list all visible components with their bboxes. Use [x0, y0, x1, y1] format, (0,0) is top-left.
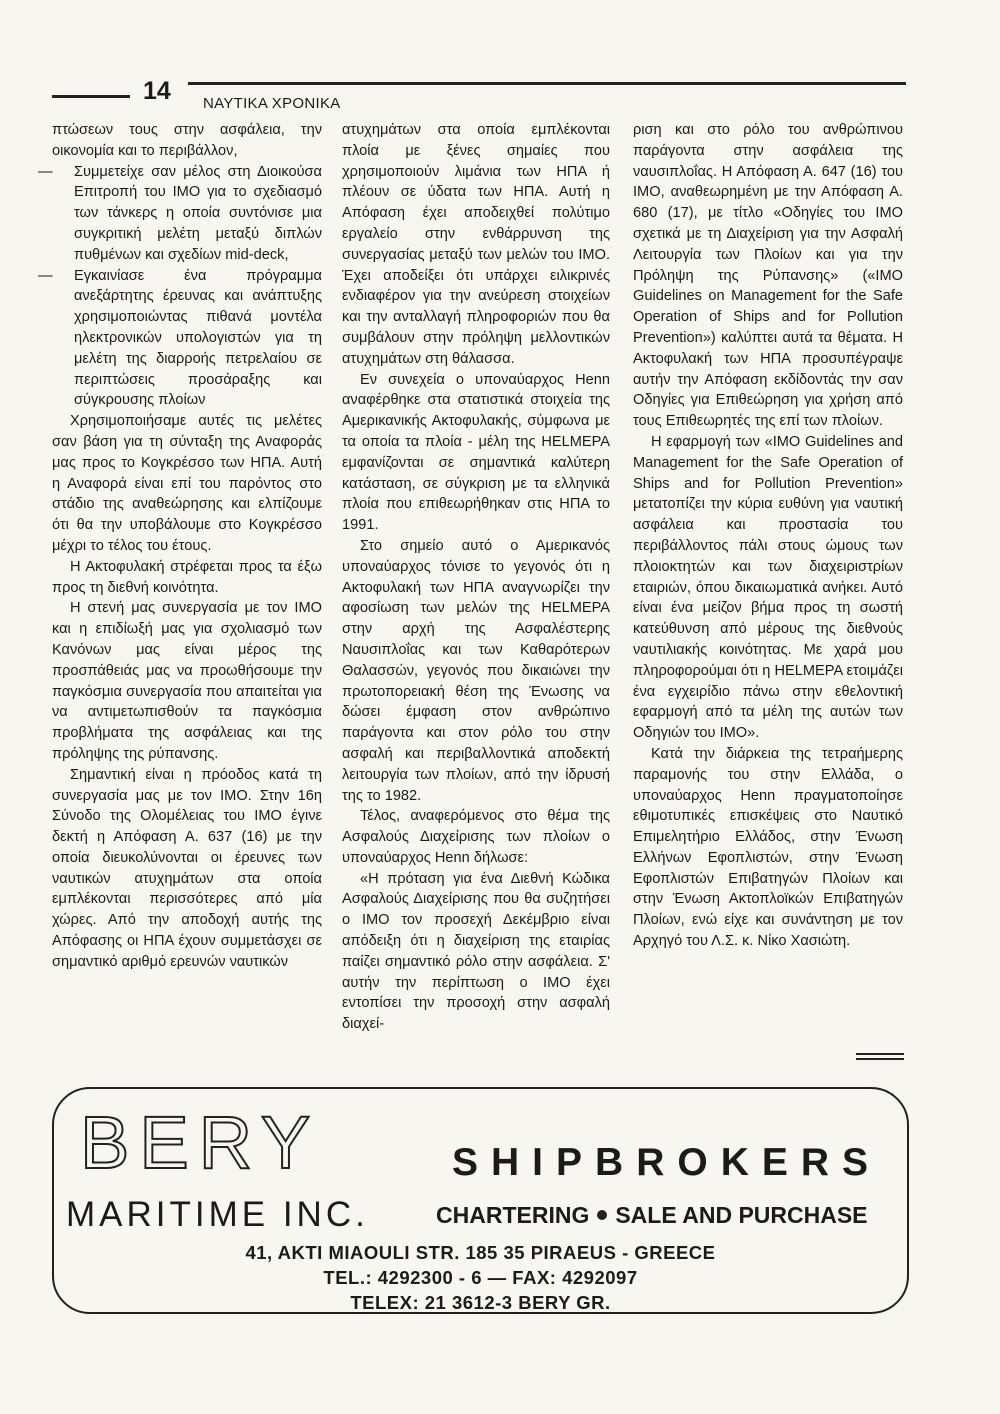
- bullet-separator: [597, 1210, 607, 1220]
- article-end-mark: [856, 1053, 904, 1055]
- address-line: 41, AKTI MIAOULI STR. 185 35 PIRAEUS - GREECE: [245, 1242, 716, 1263]
- article-paragraph: Η εφαρμογή των «ΙΜΟ Guidelines and Management for the Safe Operation of Ships and for Pollution Prevention» μετατοπίζει την κύρια ευθύνη για ναυτική ασφάλεια και προστασία του περιβάλλοντος πάλι στους ώμους των πλοιοκτητών και των διαχειριστρίων εταιριών, όπου δικαιωματικά ανήκει. Αυτό είναι ένα μείζον βήμα προς τη σωστή κατεύθυνση από μέρους της διεθνούς ναυτιλιακής κοινότητας. Με χαρά μου πληροφορούμαι ότι η HELMEPA ετοιμάζει ένα εγχειρίδιο πάνω στην εθελοντική εφαρμογή από τα μέλη της αυτών των Οδηγιών του ΙΜΟ».: [633, 433, 903, 742]
- article-paragraph: Η στενή μας συνεργασία με τον ΙΜΟ και η επιδίωξή μας για σχολιασμό των Κανόνων μας είναι μέρος της προσπάθειάς μας να προωθήσουμε την παγκόσμια συνεργασία που απαιτείται για να αντιμετωπισθούν τα παγκόσμια προβλήματα της ασφάλειας και της πρόληψης της ρύπανσης.: [52, 600, 322, 762]
- telex-line: TELEX: 21 3612-3 BERY GR.: [350, 1292, 611, 1313]
- company-name: MARITIME INC.: [66, 1195, 369, 1234]
- service-sale-purchase: SALE AND PURCHASE: [615, 1202, 868, 1228]
- phone-fax-line: TEL.: 4292300 - 6 — FAX: 4292097: [323, 1267, 638, 1288]
- article-paragraph: Εν συνεχεία ο υποναύαρχος Henn αναφέρθηκε στα στατιστικά στοιχεία της Αμερικανικής Ακτοφυλακής, σύμφωνα με τα οποία τα πλοία - μέλη της HELMEPA εμφανίζονται σε σημαντικά καλύτερη κατάσταση, σε σύγκριση με τα ελληνικά πλοία που επιθεωρήθηκαν στις ΗΠΑ το 1991.: [342, 371, 610, 534]
- article-paragraph: «Η πρόταση για ένα Διεθνή Κώδικα Ασφαλούς Διαχείρισης που θα συζητήσει ο ΙΜΟ τον προσεχή Δεκέμβριο είναι απόδειξη ότι η διαχείριση της εταιρίας παίζει σημαντικό ρόλο στην ασφάλεια. Σ' αυτήν την περίπτωση ο ΙΜΟ έχει εντοπίσει την προσοχή στην ασφαλή διαχεί-: [342, 870, 610, 1033]
- article-paragraph: πτώσεων τους στην ασφάλεια, την οικονομία και το περιβάλλον,: [52, 122, 322, 159]
- article-paragraph: Σημαντική είναι η πρόοδος κατά τη συνεργασία μας με τον ΙΜΟ. Στην 16η Σύνοδο της Ολομέλειας του ΙΜΟ έγινε δεκτή η Απόφαση Α. 637 (16) με την οποία διευκολύνονται οι έρευνες των ναυτικών ατυχημάτων στα οποία εμπλέκονται περισσότερες από μία χώρες. Από την αποδοχή αυτής της Απόφασης οι ΗΠΑ έχουν συμμετάσχει σε σημαντικό αριθμό ερευνών ναυτικών: [52, 766, 322, 970]
- article-column-3: [633, 120, 903, 952]
- bullet-paragraph: — Εγκαινίασε ένα πρόγραμμα ανεξάρτητης έρευνας και ανάπτυξης χρησιμοποιώντας πιθανά μοντέλα ηλεκτρονικών υπολογιστών για τη μελέτη της διαρροής πετρελαίου σε περιπτώσεις προσάραξης και σύγκρουσης πλοίων: [52, 266, 322, 412]
- bery-advertisement: [52, 1087, 909, 1314]
- article-end-mark: [856, 1058, 904, 1060]
- article-column-1: [52, 120, 322, 973]
- article-paragraph: Η Ακτοφυλακή στρέφεται προς τα έξω προς τη διεθνή κοινότητα.: [52, 558, 322, 596]
- magazine-title: ΝΑΥΤΙΚΑ ΧΡΟΝΙΚΑ: [203, 95, 341, 112]
- shipbrokers-tagline: SHIPBROKERS: [452, 1141, 882, 1184]
- article-paragraph: Στο σημείο αυτό ο Αμερικανός υποναύαρχος τόνισε το γεγονός ότι η Ακτοφυλακή των ΗΠΑ αναγνωρίζει την αφοσίωση των μελών της HELMEPA στην αρχή της Ασφαλέστερης Ναυσιπλοΐας και των Καθαρότερων Θαλασσών, γεγονός που δικαιώνει την πρωτοπορειακή θέση της Ένωσης να δώσει έμφαση στον ανθρώπινο παράγοντα και στον ρόλο του στην ασφαλή και περιβαλλοντικά αποδεκτή λειτουργία των πλοίων, από την ίδρυσή της το 1982.: [342, 537, 610, 804]
- bery-logo: BERY: [80, 1101, 321, 1184]
- article-paragraph: ριση και στο ρόλο του ανθρώπινου παράγοντα στην ασφάλεια της ναυσιπλοΐας. Η Απόφαση Α. 647 (16) του ΙΜΟ, αναθεωρημένη με την Απόφαση Α. 680 (17), με τίτλο «Οδηγίες του ΙΜΟ σχετικά με τη Διαχείριση για την Ασφαλή Λειτουργία των Πλοίων και για την Πρόληψη της Ρύπανσης» («ΙΜΟ Guidelines on Management for the Safe Operation of Ships and for Pollution Prevention») καλύπτει αυτά τα θέματα. Η Ακτοφυλακή των ΗΠΑ προσυπέγραψε αυτήν την Απόφαση εκδίδοντάς την σαν Οδηγίες για Επιθεώρηση για χρήση από τους Επιθεωρητές της επί των πλοίων.: [633, 122, 903, 430]
- header-rule-left: [52, 95, 130, 98]
- page-number: 14: [143, 77, 171, 105]
- article-paragraph: Κατά την διάρκεια της τετραήμερης παραμονής του στην Ελλάδα, ο υποναύαρχος Henn πραγματοποίησε εθιμοτυπικές επισκέψεις στο Ναυτικό Επιμελητήριο Ελλάδος, στην Ένωση Ελλήνων Εφοπλιστών, στην Ένωση Εφοπλιστών Επιβατηγών Πλοίων και στην Ένωση Ακτοπλοϊκών Επιβατηγών Πλοίων, ενώ είχε και συνάντηση με τον Αρχηγό του Λ.Σ. κ. Νίκο Χασιώτη.: [633, 745, 903, 950]
- article-paragraph: ατυχημάτων στα οποία εμπλέκονται πλοία με ξένες σημαίες που χρησιμοποιούν λιμάνια των ΗΠΑ ή πλέουν σε ύδατα των ΗΠΑ. Αυτή η Απόφαση έχει αποδειχθεί πολύτιμο εργαλείο στην ενθάρρυνση της συνεργασίας μεταξύ των μελών του ΙΜΟ. Έχει αποδείξει ότι υπάρχει ειλικρινές ενδιαφέρον για την ανεύρεση στοιχείων και την ανταλλαγή πληροφοριών που θα συμβάλουν στην πρόληψη μελλοντικών ατυχημάτων στη θάλασσα.: [342, 122, 610, 367]
- service-chartering: CHARTERING: [436, 1202, 590, 1228]
- article-paragraph: Χρησιμοποιήσαμε αυτές τις μελέτες σαν βάση για τη σύνταξη της Αναφοράς μας προς το Κογκρέσσο των ΗΠΑ. Αυτή η Αναφορά είναι επί του παρόντος στο στάδιο της αναθεώρησης και ελπίζουμε ότι θα την υποβάλουμε στο Κογκρέσσο μέχρι το τέλος του έτους.: [52, 413, 322, 554]
- article-column-2: [342, 120, 610, 1035]
- header-rule-right: [188, 82, 906, 85]
- article-paragraph: Τέλος, αναφερόμενος στο θέμα της Ασφαλούς Διαχείρισης των πλοίων ο υποναύαρχος Henn δήλωσε:: [342, 808, 610, 866]
- services-line: [436, 1202, 868, 1229]
- bullet-paragraph: — Συμμετείχε σαν μέλος στη Διοικούσα Επιτροπή του ΙΜΟ για το σχεδιασμό των τάνκερς η οποία συντόνισε μια συγκριτική μελέτη μεταξύ διπλών πυθμένων και σχεδίων mid-deck,: [52, 162, 322, 266]
